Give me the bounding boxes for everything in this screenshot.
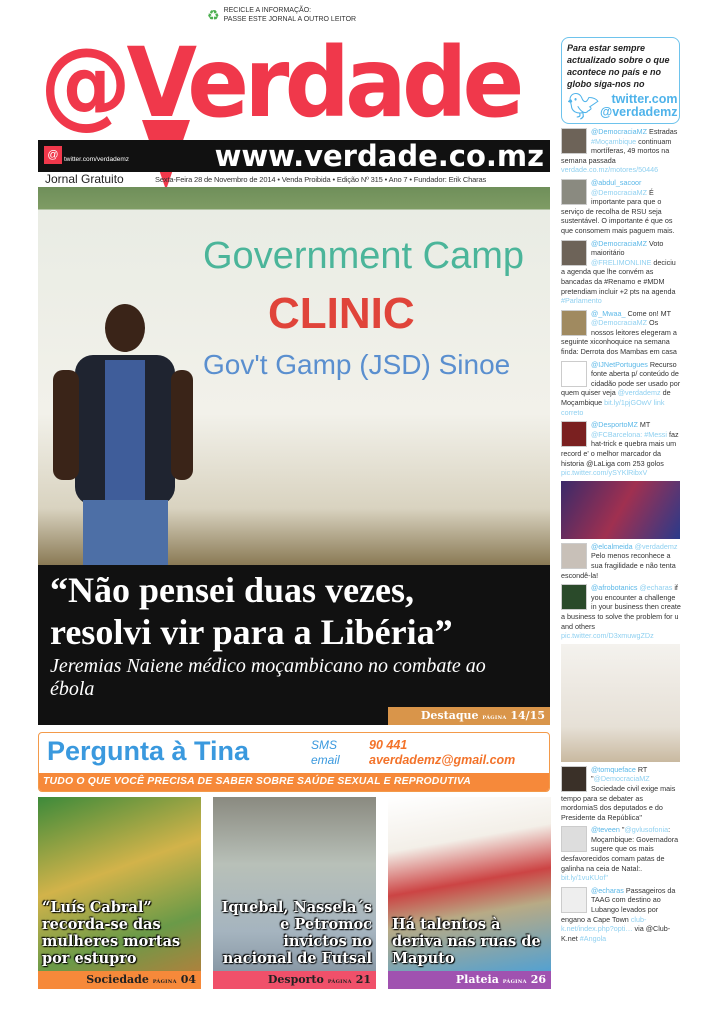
pagina-label: PÁGINA	[152, 979, 177, 985]
tweet-handle[interactable]: @echaras	[591, 885, 624, 895]
tweet-text: de Moçambique	[561, 388, 671, 408]
tina-contact-labels	[311, 738, 340, 768]
tweet-handle[interactable]: @abdul_sacoor	[591, 177, 642, 187]
tweet-handle[interactable]: @afrobotanics	[591, 583, 638, 593]
tweet[interactable]	[561, 825, 681, 883]
tweet-image-messi[interactable]	[561, 481, 680, 539]
tweet-link[interactable]: pic.twitter.com/ySYKlRibxV	[561, 468, 648, 478]
tweet-handle[interactable]: @IJNetPortugues	[591, 359, 648, 369]
tweet-text: faz hat-trick e quebra mais um record e' o melhor marcador da historia @LaLiga com 253 golos	[561, 429, 679, 468]
tweet-text: Recurso fonte aberta p/ conteúdo de cidadão pode ser usado por quem quiser veja	[561, 359, 681, 398]
tweet-avatar[interactable]	[561, 240, 587, 266]
newspaper-logo[interactable]: @Verdade	[40, 27, 520, 139]
tweet-mention[interactable]: @DemocraciaMZ	[591, 318, 648, 328]
pagina-label: PÁGINA	[502, 979, 527, 985]
tweet[interactable]	[561, 127, 681, 175]
tweet-text: : Moçambique: Governadora sugere que os mais desfavorecidos comam patas de galinha na ceia de Natal:.	[561, 825, 679, 873]
pagina-label: PÁGINA	[482, 715, 507, 721]
tweet-mention[interactable]: @DemocraciaMZ	[593, 774, 650, 784]
story-tile-desporto[interactable]	[213, 797, 376, 989]
tile-section-label	[38, 971, 201, 989]
tweet-mention[interactable]: @gvlusofonia	[624, 825, 669, 835]
at-icon: @	[44, 146, 62, 164]
tweet-mention[interactable]: @verdademz	[617, 388, 661, 398]
tweet-avatar[interactable]	[561, 766, 587, 792]
tweet-avatar[interactable]	[561, 584, 587, 610]
headline-line-2: resolvi vir para a Libéria”	[50, 612, 453, 652]
tweet-text: "	[619, 825, 625, 835]
page-number: 21	[355, 973, 371, 986]
photo-sign-line: CLINIC	[268, 289, 415, 338]
story-tile-sociedade[interactable]	[38, 797, 201, 989]
tweet-text: Estradas	[647, 127, 678, 136]
tweet-avatar[interactable]	[561, 826, 587, 852]
twitter-box-text: Para estar sempre actualizado sobre o que acontece no país e no globo siga-nos no	[567, 43, 670, 89]
page-number: 04	[180, 973, 196, 986]
tweet-avatar[interactable]	[561, 310, 587, 336]
tweet-mention[interactable]: #Moçambique	[591, 136, 637, 146]
recycle-line-1: RECICLE A INFORMAÇÃO:	[223, 7, 312, 14]
headline-line-1: “Não pensei duas vezes,	[50, 570, 415, 610]
tweet-mention[interactable]: @verdademz	[634, 541, 678, 551]
email-address[interactable]: averdademz@gmail.com	[369, 753, 516, 767]
masthead-bar	[38, 140, 550, 172]
tweet[interactable]	[561, 360, 681, 418]
tweet-handle[interactable]: @tomqueface	[591, 764, 636, 774]
tweet-text: RT "	[591, 764, 648, 784]
page-number: 14/15	[510, 709, 545, 722]
tweet-handle[interactable]: @DemocraciaMZ	[591, 127, 648, 136]
tweet-text: MT	[637, 420, 651, 430]
free-paper-label	[45, 172, 124, 186]
tina-banner: TUDO O QUE VOCÊ PRECISA DE SABER SOBRE SAÚDE SEXUAL E REPRODUTIVA	[39, 773, 549, 791]
tile-section-label	[388, 971, 551, 989]
tweet-text: Sociedade civil exige mais tempo para se debater as mordomiaS dos deputados e do Presidente da República"	[561, 783, 676, 822]
tweet[interactable]	[561, 420, 681, 478]
tweet-link[interactable]: bit.ly/1pjGOwV link correto	[561, 398, 665, 417]
twitter-follow-box[interactable]	[561, 37, 680, 124]
tweet-mention[interactable]: @echaras	[639, 583, 673, 593]
tweet-text: Os nossos leitores elegeram a seguinte xiconhoquice na semana finda: Derrota dos Mambas em casa	[561, 318, 677, 357]
tile-section-label	[213, 971, 376, 989]
tile-caption: Há talentos à deriva nas ruas de Maputo	[392, 916, 541, 967]
tweet[interactable]	[561, 583, 681, 641]
tweet-avatar[interactable]	[561, 128, 587, 154]
section-label-destaque[interactable]	[388, 707, 550, 725]
tweet-text: É importante para que o serviço de recolha de RSU seja sustentável. O importante é que os que consomem mais paguem mais.	[561, 187, 675, 235]
sms-label: SMS	[311, 738, 338, 752]
sms-number: 90 441	[369, 738, 408, 752]
recycle-notice	[207, 6, 356, 24]
tweet[interactable]	[561, 542, 681, 580]
story-tile-plateia[interactable]	[388, 797, 551, 989]
lead-subheadline: Jeremias Naiene médico moçambicano no combate ao ébola	[50, 655, 486, 700]
lead-headline	[50, 569, 545, 653]
tweet-mention[interactable]: @FRELIMONLINE	[591, 257, 652, 267]
gratuito-label: Gratuito	[81, 172, 124, 186]
jornal-label: Jornal	[45, 172, 78, 186]
twitter-domain: twitter.com	[611, 92, 678, 106]
tweet-mention[interactable]: club-k.net/index.php?opti…	[561, 914, 647, 934]
photo-sign-line: Gov't Gamp (JSD) Sinoe	[203, 349, 511, 380]
twitter-bird-icon: 🐦︎	[567, 91, 601, 121]
twitter-handle[interactable]	[600, 93, 678, 119]
tweet-text: deciciu a agenda que lhe convém as bancadas da #Renamo e #MDM pretendiam incluir +2 pts na agenda	[561, 257, 676, 296]
twitter-account: @verdademz	[600, 105, 678, 119]
section-name: Sociedade	[86, 973, 149, 986]
tweet-avatar[interactable]	[561, 421, 587, 447]
tweet-mention[interactable]: @DemocraciaMZ	[591, 187, 648, 197]
tweet[interactable]	[561, 765, 681, 823]
tweet-handle[interactable]: @teveen	[591, 825, 620, 835]
tweet-text: via @Club-K.net	[561, 924, 671, 943]
tweet-avatar[interactable]	[561, 887, 587, 913]
doctor-figure	[43, 300, 193, 565]
tweet-link[interactable]: verdade.co.mz/motores/50446	[561, 165, 659, 175]
tile-caption: Iquebal, Nassela´s e Petromoc invictos no nacional de Futsal	[221, 899, 372, 967]
section-name: Desporto	[267, 973, 324, 986]
recycle-icon: ♻	[207, 7, 220, 23]
page-number: 26	[530, 973, 546, 986]
recycle-line-2: PASSE ESTE JORNAL A OUTRO LEITOR	[223, 16, 357, 23]
tweet-avatar[interactable]	[561, 361, 587, 387]
tweet[interactable]	[561, 309, 681, 357]
tweet[interactable]	[561, 178, 681, 236]
tweet-text: Passageiros da TAAG com destino ao Lubango levados por engano a Cape Town	[561, 885, 676, 924]
tweet[interactable]	[561, 886, 681, 944]
tweet-text: Pelo menos reconhece a sua fragilidade e não tenta escondê-la!	[561, 551, 676, 580]
tile-caption: “Luís Cabral” recorda-se das mulheres mortas por estupro	[42, 899, 181, 967]
tina-title: Pergunta à Tina	[47, 736, 250, 766]
tweet-avatar[interactable]	[561, 543, 587, 569]
tweet-link[interactable]: #Parlamento	[561, 296, 602, 306]
tweet-image-speaker[interactable]	[561, 644, 680, 762]
tina-contact-values	[369, 738, 515, 768]
pergunta-a-tina-box[interactable]	[38, 732, 550, 792]
email-label: email	[311, 753, 340, 767]
twitter-link-small[interactable]	[44, 146, 129, 164]
tweet-text: Voto maioritário	[591, 238, 664, 258]
edition-info: Sexta-Feira 28 de Novembro de 2014 • Venda Proibida • Edição Nº 315 • Ano 7 • Fundador: Erik Charas	[155, 175, 487, 184]
tweet-handle[interactable]: @DesportoMZ	[591, 420, 638, 430]
tweet-handle[interactable]: @_Mwaa_	[591, 308, 626, 318]
tweet-link[interactable]: pic.twitter.com/D3xmuwgZDz	[561, 631, 654, 641]
lead-headline-box[interactable]	[38, 565, 550, 725]
tweet-mention[interactable]: @FCBarcelona: #Messi	[591, 429, 668, 439]
section-name: Destaque	[420, 709, 479, 722]
tweet-text: if you encounter a challenge in your business then create a business to solve the problem for u and others	[561, 583, 681, 631]
tweet-link[interactable]: #Angola	[579, 933, 607, 943]
website-url[interactable]: www.verdade.co.mz	[214, 139, 544, 173]
tweet-link[interactable]: bit.ly/1vuKUof"	[561, 873, 608, 883]
twitter-feed-column	[561, 37, 681, 943]
tweet-handle[interactable]: @DemocraciaMZ	[591, 238, 648, 248]
lead-photo[interactable]	[38, 187, 550, 565]
section-name: Plateia	[455, 973, 499, 986]
tweet-handle[interactable]: @elcalmeida	[591, 541, 633, 551]
tweet-text: continuam mortíferas, 49 mortos na semana passada	[561, 136, 672, 165]
twitter-url: twitter.com/verdademz	[64, 156, 130, 163]
pagina-label: PÁGINA	[327, 979, 352, 985]
tweet-text: Come on! MT	[625, 308, 671, 318]
photo-sign-line: Government Camp	[203, 235, 525, 277]
tweet-avatar[interactable]	[561, 179, 587, 205]
tweet[interactable]	[561, 239, 681, 306]
